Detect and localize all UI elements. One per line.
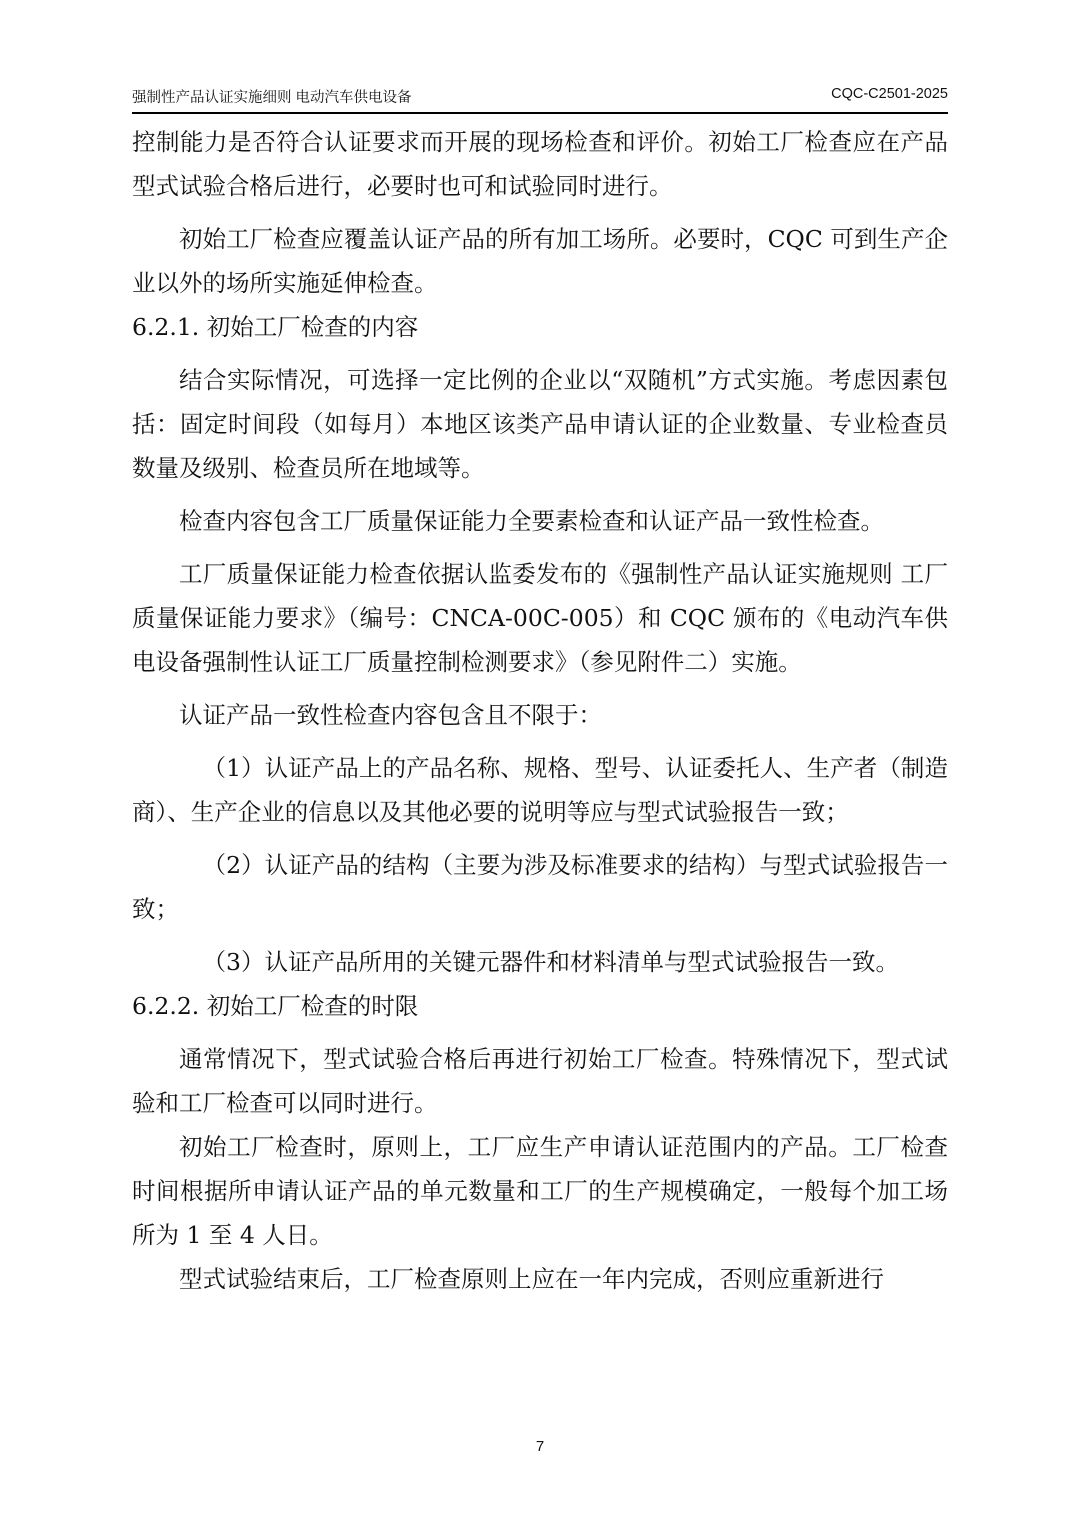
paragraph: 检查内容包含工厂质量保证能力全要素检查和认证产品一致性检查。 [179,507,884,535]
paragraph: 工厂质量保证能力检查依据认监委发布的《强制性产品认证实施规则 工厂质量保证能力要求》（编号：CNCA-00C-005）和 CQC 颁布的《电动汽车供电设备强制性认证工厂质量控制检测要求》（参见附件二）实施。 [132,560,948,676]
page-header [132,82,948,114]
paragraph: 型式试验结束后，工厂检查原则上应在一年内完成，否则应重新进行 [179,1265,884,1293]
section-heading-6-2-2: 6.2.2. 初始工厂检查的时限 [132,992,419,1020]
list-item: （3）认证产品所用的关键元器件和材料清单与型式试验报告一致。 [202,948,899,976]
paragraph: 初始工厂检查时，原则上，工厂应生产申请认证范围内的产品。工厂检查时间根据所申请认证产品的单元数量和工厂的生产规模确定，一般每个加工场所为 1 至 4 人日。 [132,1133,948,1249]
document-title: 强制性产品认证实施细则 电动汽车供电设备 [132,90,412,106]
list-item: （1）认证产品上的产品名称、规格、型号、认证委托人、生产者（制造商）、生产企业的信息以及其他必要的说明等应与型式试验报告一致； [132,754,948,826]
list-item: （2）认证产品的结构（主要为涉及标准要求的结构）与型式试验报告一致； [132,851,948,923]
paragraph: 通常情况下，型式试验合格后再进行初始工厂检查。特殊情况下，型式试验和工厂检查可以同时进行。 [132,1045,948,1117]
paragraph: 初始工厂检查应覆盖认证产品的所有加工场所。必要时，CQC 可到生产企业以外的场所实施延伸检查。 [132,225,948,297]
page-number: 7 [535,1438,545,1455]
paragraph: 结合实际情况，可选择一定比例的企业以“双随机”方式实施。考虑因素包括：固定时间段（如每月）本地区该类产品申请认证的企业数量、专业检查员数量及级别、检查员所在地域等。 [132,366,948,482]
paragraph-continuation: 控制能力是否符合认证要求而开展的现场检查和评价。初始工厂检查应在产品型式试验合格后进行，必要时也可和试验同时进行。 [132,128,948,200]
document-code: CQC-C2501-2025 [831,86,948,102]
section-heading-6-2-1: 6.2.1. 初始工厂检查的内容 [132,313,419,341]
paragraph: 认证产品一致性检查内容包含且不限于： [179,701,602,729]
document-body [132,120,948,1301]
